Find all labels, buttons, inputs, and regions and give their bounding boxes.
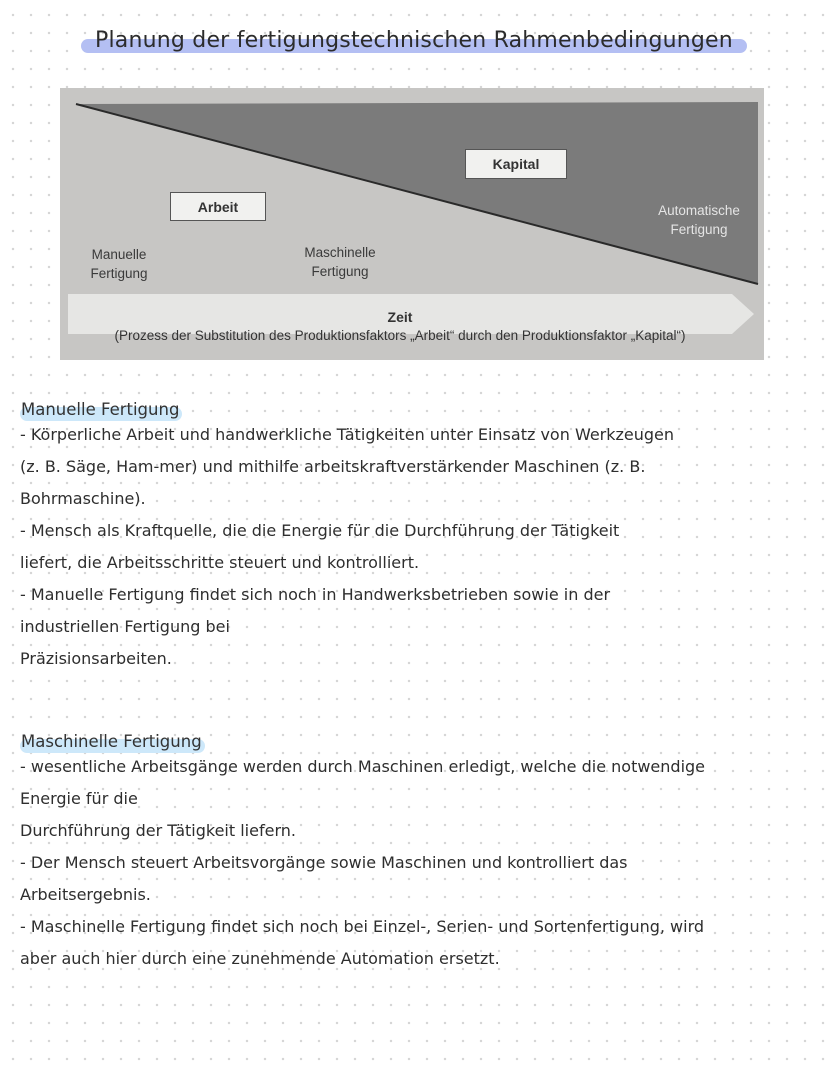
label-manuelle-fertigung: Manuelle Fertigung [90,247,148,281]
label-automatische-fertigung: Automatische Fertigung [658,203,740,237]
page-title: Planung der fertigungstechnischen Rahmenbedingungen [81,28,747,53]
para-line: - Körperliche Arbeit und handwerkliche Tätigkeiten unter Einsatz von Werkzeugen [20,425,675,444]
para-line: - Der Mensch steuert Arbeitsvorgänge sowie Maschinen und kontrolliert das [20,853,628,872]
para-line: - Maschinelle Fertigung findet sich noch bei Einzel-, Serien- und Sortenfertigung, wird [20,917,705,936]
para-line: liefert, die Arbeitsschritte steuert und kontrolliert. [20,553,420,572]
para-line: Energie für die [20,789,138,808]
para-line: - wesentliche Arbeitsgänge werden durch Maschinen erledigt, welche die notwendige [20,757,706,776]
para-line: Arbeitsergebnis. [20,885,151,904]
para-line: Bohrmaschine). [20,489,146,508]
label-maschinelle-fertigung: Maschinelle Fertigung [304,245,376,279]
para-line: Präzisionsarbeiten. [20,649,172,668]
section-heading: Maschinelle Fertigung [20,732,205,751]
section-maschinelle-fertigung [20,732,800,975]
section-manuelle-fertigung [20,400,800,675]
para-line: industriellen Fertigung bei [20,617,230,636]
arrow-caption: (Prozess der Substitution des Produktionsfaktors „Arbeit“ durch den Produktionsfaktor „Kapital“) [114,328,686,343]
substitution-figure [60,88,764,360]
box-arbeit: Arbeit [170,192,266,221]
para-line: - Manuelle Fertigung findet sich noch in Handwerksbetrieben sowie in der [20,585,611,604]
section-heading: Manuelle Fertigung [20,400,182,419]
box-kapital: Kapital [465,149,567,179]
para-line: (z. B. Säge, Ham-mer) und mithilfe arbeitskraftverstärkender Maschinen (z. B. [20,457,646,476]
time-arrow-text [60,309,740,345]
arrow-title: Zeit [387,309,413,325]
para-line: aber auch hier durch eine zunehmende Automation ersetzt. [20,949,500,968]
para-line: Durchführung der Tätigkeit liefern. [20,821,296,840]
para-line: - Mensch als Kraftquelle, die die Energie für die Durchführung der Tätigkeit [20,521,620,540]
